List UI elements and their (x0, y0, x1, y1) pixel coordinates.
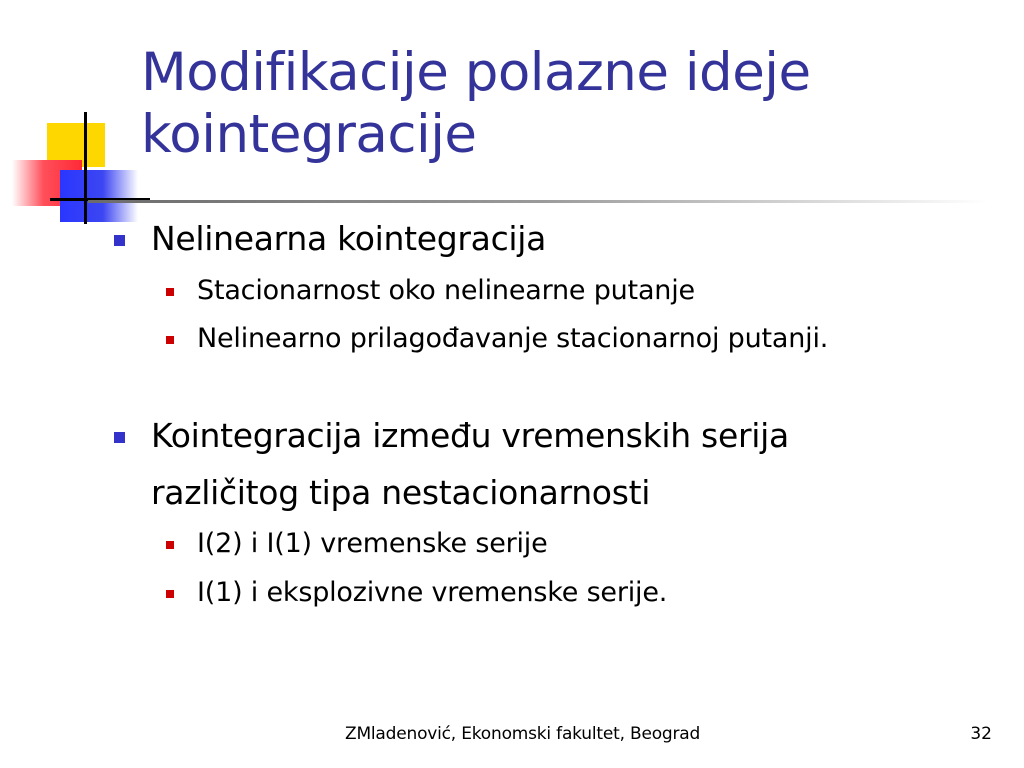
slide-title: Modifikacije polazne ideje kointegracije (141, 42, 811, 165)
sub-bullet-marker-icon (166, 336, 174, 344)
sub-bullet-marker-icon (166, 288, 174, 296)
page-number: 32 (970, 724, 992, 744)
bullet-item-line2: različitog tipa nestacionarnosti (151, 473, 651, 512)
bullet-item-line1: Kointegracija između vremenskih serija (151, 416, 789, 455)
bullet-item: Nelinearna kointegracija (151, 219, 547, 258)
bullet-marker-icon (114, 235, 125, 246)
sub-bullet-marker-icon (166, 541, 174, 549)
sub-bullet-item: Stacionarnost oko nelinearne putanje (197, 275, 695, 306)
sub-bullet-item: Nelinearno prilagođavanje stacionarnoj putanji. (197, 323, 829, 354)
bullet-marker-icon (114, 432, 125, 443)
slide-footer: ZMladenović, Ekonomski fakultet, Beograd (345, 724, 701, 744)
sub-bullet-item: I(1) i eksplozivne vremenske serije. (197, 577, 668, 608)
sub-bullet-item: I(2) i I(1) vremenske serije (197, 528, 548, 559)
sub-bullet-marker-icon (166, 590, 174, 598)
